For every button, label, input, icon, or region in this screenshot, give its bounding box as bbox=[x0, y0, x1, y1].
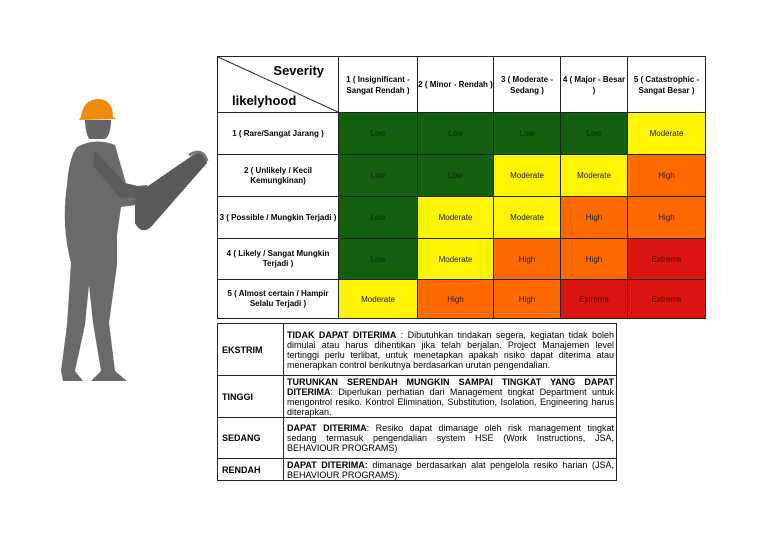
legend-description bbox=[284, 459, 617, 481]
legend-separator: : bbox=[396, 329, 408, 340]
risk-cell: Low bbox=[418, 113, 494, 155]
severity-column-header: 4 ( Major - Besar ) bbox=[561, 57, 628, 113]
severity-column-header: 1 ( Insignificant - Sangat Rendah ) bbox=[339, 57, 418, 113]
legend-description bbox=[284, 376, 617, 418]
risk-cell: High bbox=[418, 280, 494, 319]
matrix-corner-header bbox=[218, 57, 339, 113]
risk-cell: High bbox=[494, 239, 561, 280]
severity-column-header: 5 ( Catastrophic - Sangat Besar ) bbox=[628, 57, 706, 113]
legend-title: DAPAT DITERIMA bbox=[287, 423, 367, 433]
legend-title: TIDAK DAPAT DITERIMA bbox=[287, 329, 397, 340]
matrix-row bbox=[218, 197, 706, 239]
risk-cell: Low bbox=[339, 239, 418, 280]
risk-cell: Moderate bbox=[418, 197, 494, 239]
likelihood-row-header: 3 ( Possible / Mungkin Terjadi ) bbox=[218, 197, 339, 239]
risk-cell: High bbox=[494, 280, 561, 319]
hard-hat-icon bbox=[79, 99, 117, 120]
likelihood-row-header: 2 ( Unlikely / Kecil Kemungkinan) bbox=[218, 155, 339, 197]
legend-row bbox=[218, 376, 617, 418]
risk-cell: Moderate bbox=[418, 239, 494, 280]
worker-silhouette-illustration bbox=[55, 95, 215, 395]
risk-cell: Extreme bbox=[628, 239, 706, 280]
legend-description bbox=[284, 418, 617, 459]
legend-level: EKSTRIM bbox=[218, 324, 284, 376]
risk-cell: Low bbox=[418, 155, 494, 197]
risk-cell: High bbox=[628, 155, 706, 197]
legend-separator: : bbox=[330, 386, 339, 397]
blueprint-roll-icon bbox=[135, 153, 207, 230]
risk-cell: Extreme bbox=[561, 280, 628, 319]
likelihood-row-header: 4 ( Likely / Sangat Mungkin Terjadi ) bbox=[218, 239, 339, 280]
risk-cell: Moderate bbox=[494, 197, 561, 239]
risk-cell: Moderate bbox=[561, 155, 628, 197]
risk-cell: High bbox=[561, 197, 628, 239]
likelihood-label: likelyhood bbox=[232, 93, 297, 108]
matrix-row bbox=[218, 155, 706, 197]
legend-level: RENDAH bbox=[218, 459, 284, 481]
legend-text: Resiko dapat dimanage oleh risk management tingkat sedang termasuk pengendalian system HSE (Work Instructions, JSA, BEHAVIOUR PROGRAMS) bbox=[287, 423, 614, 453]
severity-column-header: 2 ( Minor - Rendah ) bbox=[418, 57, 494, 113]
legend-description bbox=[284, 324, 617, 376]
risk-level-legend bbox=[217, 323, 617, 481]
risk-cell: Moderate bbox=[628, 113, 706, 155]
legend-level: SEDANG bbox=[218, 418, 284, 459]
legend-row bbox=[218, 459, 617, 481]
risk-cell: Low bbox=[561, 113, 628, 155]
risk-cell: Moderate bbox=[339, 280, 418, 319]
matrix-row bbox=[218, 239, 706, 280]
matrix-row bbox=[218, 113, 706, 155]
risk-cell: Low bbox=[339, 197, 418, 239]
legend-text: Diperlukan perhatian dari Management tingkat Department untuk mengontrol resiko. Kontrol Elimination, Substitution, Isolation, Engineering harus diterapkan. bbox=[287, 386, 614, 417]
legend-separator: : bbox=[366, 423, 376, 433]
risk-cell: Moderate bbox=[494, 155, 561, 197]
legend-text: dimanage berdasarkan alat pengelola resiko harian (JSA, BEHAVIOUR PROGRAMS). bbox=[287, 459, 614, 480]
risk-cell: Low bbox=[494, 113, 561, 155]
severity-label: Severity bbox=[273, 63, 324, 78]
legend-row bbox=[218, 418, 617, 459]
risk-cell: High bbox=[561, 239, 628, 280]
likelihood-row-header: 1 ( Rare/Sangat Jarang ) bbox=[218, 113, 339, 155]
legend-level: TINGGI bbox=[218, 376, 284, 418]
risk-cell: Low bbox=[339, 155, 418, 197]
severity-column-header: 3 ( Moderate - Sedang ) bbox=[494, 57, 561, 113]
risk-cell: High bbox=[628, 197, 706, 239]
risk-cell: Low bbox=[339, 113, 418, 155]
legend-title: DAPAT DITERIMA: bbox=[287, 459, 368, 470]
likelihood-row-header: 5 ( Almost certain / Hampir Selalu Terjadi ) bbox=[218, 280, 339, 319]
legend-row bbox=[218, 324, 617, 376]
legend-title: TURUNKAN SERENDAH MUNGKIN SAMPAI TINGKAT YANG DAPAT DITERIMA bbox=[287, 376, 614, 397]
risk-cell: Extreme bbox=[628, 280, 706, 319]
legend-text: Dibutuhkan tindakan segera, kegiatan tidak boleh dimulai atau harus dihentikan jika telah berjalan. Project Manajemen level tertinggi perlu terlibat, untuk menetapkan apakah risiko dapat diterima atau menerapkan control berikutnya berdasarkan urutan pengendalian. bbox=[287, 329, 614, 370]
risk-matrix bbox=[217, 56, 706, 319]
matrix-header-row bbox=[218, 57, 706, 113]
matrix-row bbox=[218, 280, 706, 319]
